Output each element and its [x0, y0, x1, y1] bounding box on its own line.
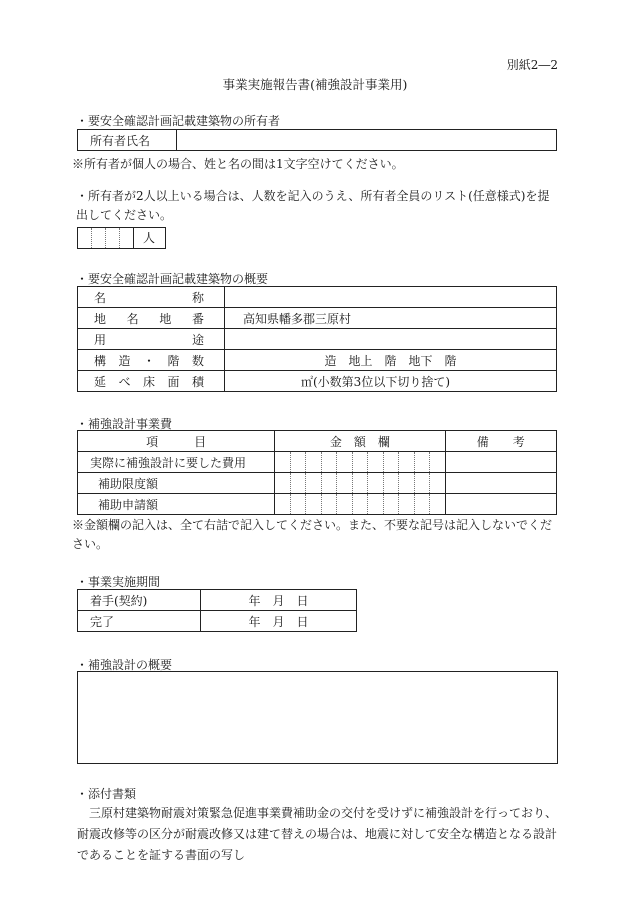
- cost-col-amount: 金 額 欄: [275, 431, 445, 452]
- count-digit-4: [120, 228, 134, 248]
- amount-digit[interactable]: [383, 473, 398, 494]
- period-heading: ・事業実施期間: [76, 575, 161, 589]
- owner-name-label: 所有者氏名: [78, 130, 177, 151]
- amount-digit[interactable]: [337, 452, 352, 473]
- amount-digit[interactable]: [352, 473, 367, 494]
- period-end-date[interactable]: 年 月 日: [201, 611, 357, 632]
- owner-count-unit: 人: [142, 231, 155, 245]
- amount-digit[interactable]: [414, 452, 429, 473]
- attachments-text: 三原村建築物耐震対策緊急促進事業費補助金の交付を受けずに補強設計を行っており、耐震改修等の区分が耐震改修又は建て替えの場合は、地震に対して安全な構造となる設計であることを証する書面の写し: [77, 806, 558, 862]
- owner-heading: ・要安全確認計画記載建築物の所有者: [76, 114, 281, 128]
- cost-row-actual-remarks[interactable]: [445, 452, 557, 473]
- building-name-label: 名称: [78, 287, 225, 308]
- building-address-label: 地名地番: [78, 308, 225, 329]
- amount-digit[interactable]: [383, 494, 398, 515]
- amount-digit[interactable]: [414, 494, 429, 515]
- building-floor-area-label: 延べ床面積: [78, 371, 225, 392]
- amount-digit[interactable]: [414, 473, 429, 494]
- count-digit-3: [106, 228, 120, 248]
- form-number: 別紙2―2: [506, 58, 558, 72]
- count-digit-1: [78, 228, 92, 248]
- amount-digit[interactable]: [275, 494, 290, 515]
- period-table: [77, 589, 357, 632]
- document-title: 事業実施報告書(補強設計事業用): [222, 77, 408, 92]
- amount-digit[interactable]: [383, 452, 398, 473]
- period-start-date[interactable]: 年 月 日: [201, 590, 357, 611]
- amount-digit[interactable]: [399, 494, 414, 515]
- amount-digit[interactable]: [290, 473, 305, 494]
- building-heading: ・要安全確認計画記載建築物の概要: [76, 272, 269, 286]
- cost-col-remarks: 備 考: [445, 431, 557, 452]
- cost-table: [77, 430, 557, 515]
- count-digit-2: [92, 228, 106, 248]
- amount-digit[interactable]: [368, 494, 383, 515]
- amount-digit[interactable]: [321, 452, 336, 473]
- cost-row-request-label: 補助申請額: [78, 494, 275, 515]
- period-start-label: 着手(契約): [78, 590, 201, 611]
- amount-digit[interactable]: [399, 473, 414, 494]
- cost-heading: ・補強設計事業費: [76, 417, 173, 431]
- cost-row-limit-remarks[interactable]: [445, 473, 557, 494]
- building-table: [77, 286, 557, 392]
- amount-digit[interactable]: [430, 452, 445, 473]
- building-address-field[interactable]: 高知県幡多郡三原村: [225, 308, 557, 329]
- amount-digit[interactable]: [306, 473, 321, 494]
- owner-table: [77, 129, 557, 151]
- amount-digit[interactable]: [337, 473, 352, 494]
- amount-digit[interactable]: [275, 452, 290, 473]
- building-name-field[interactable]: [225, 287, 557, 308]
- amount-digit[interactable]: [321, 473, 336, 494]
- attachments-heading: ・添付書類: [76, 787, 137, 801]
- owner-name-field[interactable]: [177, 130, 557, 151]
- amount-digit[interactable]: [368, 473, 383, 494]
- cost-row-limit-label: 補助限度額: [78, 473, 275, 494]
- amount-digit[interactable]: [321, 494, 336, 515]
- building-use-field[interactable]: [225, 329, 557, 350]
- summary-box[interactable]: [77, 671, 558, 764]
- amount-digit[interactable]: [290, 452, 305, 473]
- building-use-label: 用途: [78, 329, 225, 350]
- amount-digit[interactable]: [337, 494, 352, 515]
- cost-col-item: 項 目: [78, 431, 275, 452]
- owner-note: ※所有者が個人の場合、姓と名の間は1文字空けてください。: [72, 157, 404, 171]
- period-end-label: 完了: [78, 611, 201, 632]
- amount-digit[interactable]: [399, 452, 414, 473]
- cost-row-actual-label: 実際に補強設計に要した費用: [78, 452, 275, 473]
- amount-digit[interactable]: [430, 494, 445, 515]
- amount-digit[interactable]: [306, 452, 321, 473]
- amount-digit[interactable]: [306, 494, 321, 515]
- amount-digit[interactable]: [352, 452, 367, 473]
- amount-digit[interactable]: [352, 494, 367, 515]
- cost-note: ※金額欄の記入は、全て右詰で記入してください。また、不要な記号は記入しないでください。: [72, 518, 553, 551]
- amount-digit[interactable]: [368, 452, 383, 473]
- cost-row-request-remarks[interactable]: [445, 494, 557, 515]
- amount-digit[interactable]: [290, 494, 305, 515]
- building-structure-label: 構造・階数: [78, 350, 225, 371]
- amount-digit[interactable]: [430, 473, 445, 494]
- amount-digit[interactable]: [275, 473, 290, 494]
- building-floor-area-field[interactable]: ㎡(小数第3位以下切り捨て): [225, 371, 557, 392]
- summary-heading: ・補強設計の概要: [76, 658, 173, 672]
- owner-count-box[interactable]: [77, 227, 166, 249]
- multiple-owners-text: ・所有者が2人以上いる場合は、人数を記入のうえ、所有者全員のリスト(任意様式)を提出してください。: [76, 189, 550, 222]
- building-structure-field[interactable]: 造 地上 階 地下 階: [225, 350, 557, 371]
